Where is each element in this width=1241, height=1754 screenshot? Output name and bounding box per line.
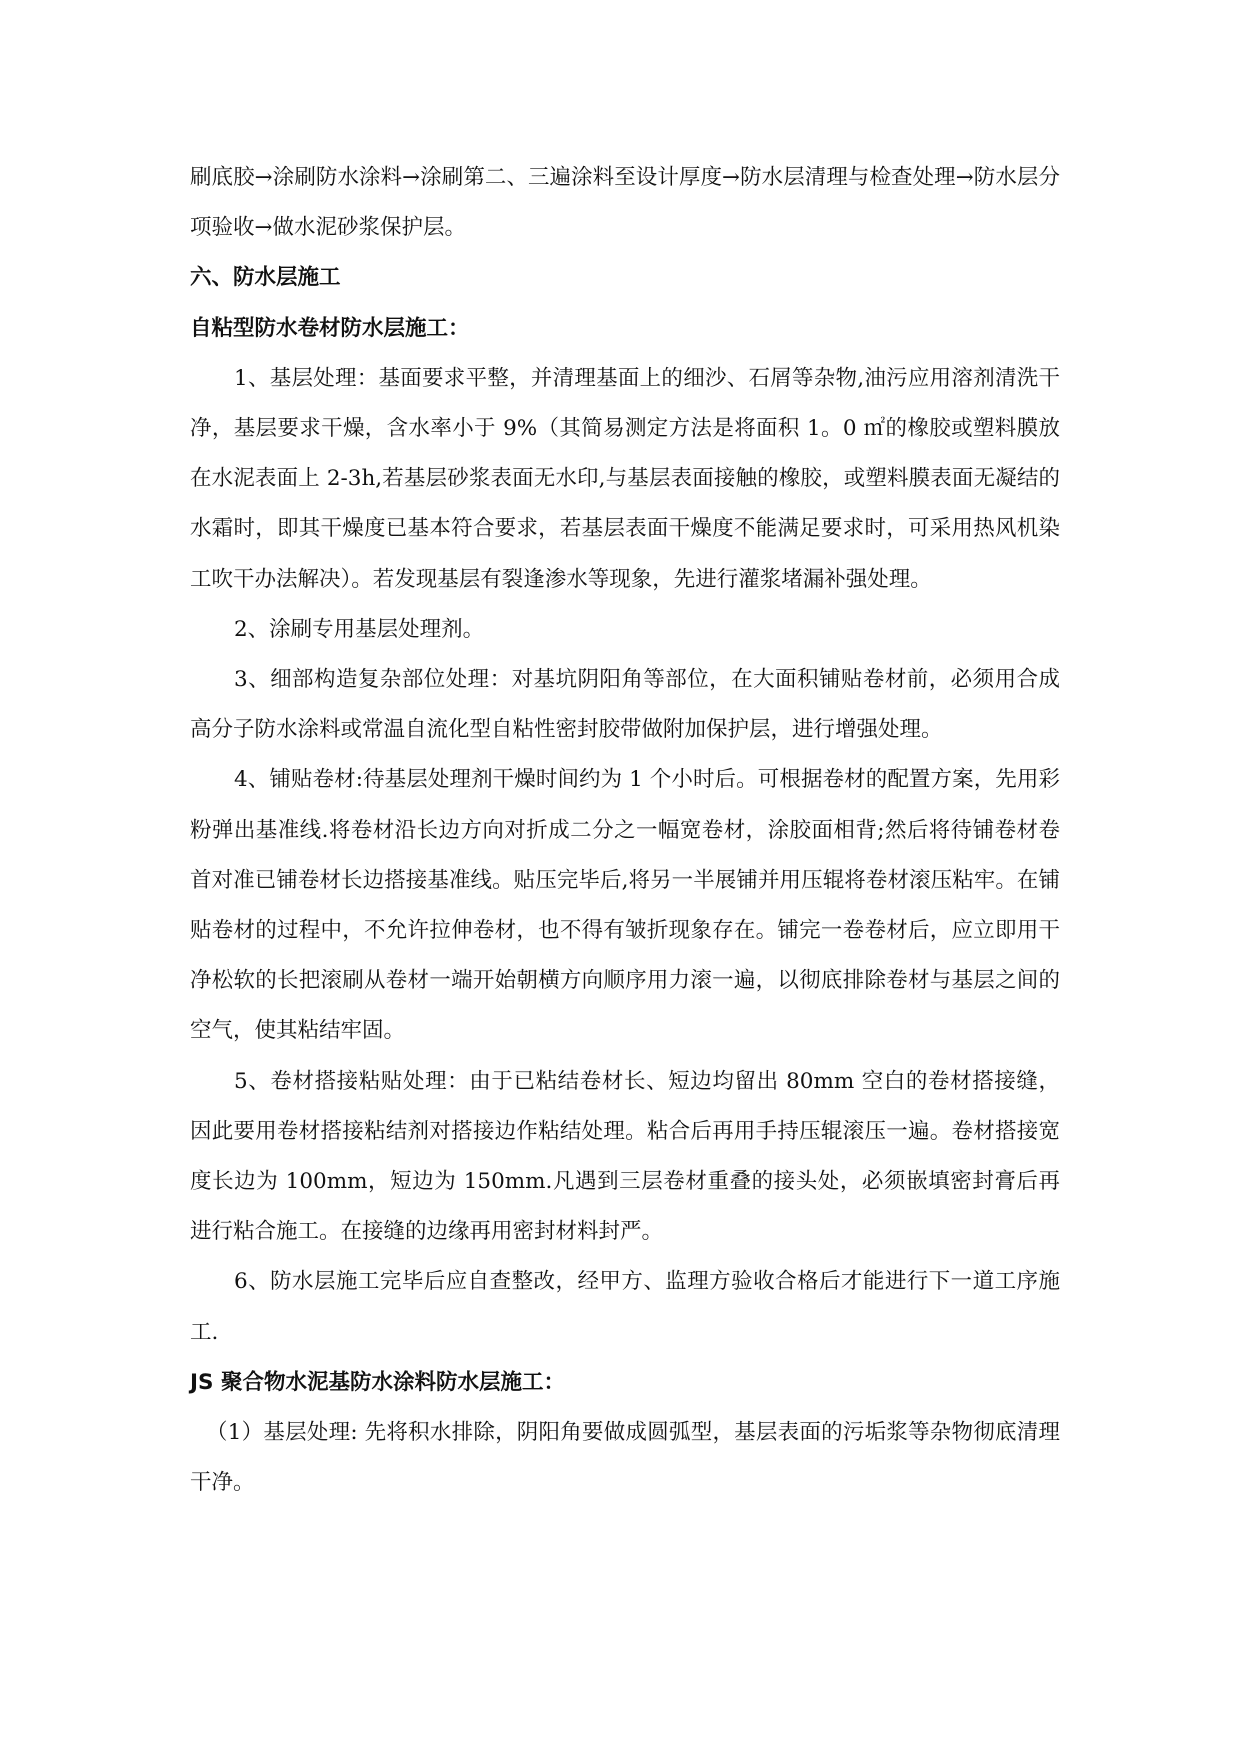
js-step-1-paragraph: （1）基层处理: 先将积水排除，阴阳角要做成圆弧型，基层表面的污垢浆等杂物彻底清理干净。: [190, 1420, 1060, 1496]
section-heading: 六、防水层施工: [190, 265, 341, 291]
step-6-paragraph: 6、防水层施工完毕后应自查整改，经甲方、监理方验收合格后才能进行下一道工序施工.: [190, 1269, 1060, 1345]
subsection-heading-js: JS 聚合物水泥基防水涂料防水层施工：: [190, 1369, 565, 1395]
step-2-paragraph: 2、涂刷专用基层处理剂。: [234, 616, 485, 642]
step-4-paragraph: 4、铺贴卷材:待基层处理剂干燥时间约为 1 个小时后。可根据卷材的配置方案，先用彩粉弹出基准线.将卷材沿长边方向对折成二分之一幅宽卷材，涂胶面相背;然后将待铺卷材卷首对准已铺卷材长边搭接基准线。贴压完毕后,将另一半展铺并用压辊将卷材滚压粘牢。在铺贴卷材的过程中，不允许拉伸卷材，也不得有皱折现象存在。铺完一卷卷材后，应立即用干净松软的长把滚刷从卷材一端开始朝横方向顺序用力滚一遍，以彻底排除卷材与基层之间的空气，使其粘结牢固。: [190, 767, 1060, 1044]
process-flow-paragraph: 刷底胶→涂刷防水涂料→涂刷第二、三遍涂料至设计厚度→防水层清理与检查处理→防水层分项验收→做水泥砂浆保护层。: [190, 165, 1060, 241]
subsection-heading: 自粘型防水卷材防水层施工：: [190, 315, 470, 341]
step-5-paragraph: 5、卷材搭接粘贴处理：由于已粘结卷材长、短边均留出 80mm 空白的卷材搭接缝，因此要用卷材搭接粘结剂对搭接边作粘结处理。粘合后再用手持压辊滚压一遍。卷材搭接宽度长边为 100mm，短边为 150mm.凡遇到三层卷材重叠的接头处，必须嵌填密封膏后再进行粘合施工。在接缝的边缘再用密封材料封严。: [190, 1068, 1060, 1245]
document-body: [190, 153, 1060, 1508]
step-3-paragraph: 3、细部构造复杂部位处理：对基坑阴阳角等部位，在大面积铺贴卷材前，必须用合成高分子防水涂料或常温自流化型自粘性密封胶带做附加保护层，进行增强处理。: [190, 667, 1060, 743]
step-1-paragraph: 1、基层处理：基面要求平整，并清理基面上的细沙、石屑等杂物,油污应用溶剂清洗干净，基层要求干燥，含水率小于 9%（其简易测定方法是将面积 1。0 ㎡的橡胶或塑料膜放在水泥表面上 2-3h,若基层砂浆表面无水印,与基层表面接触的橡胶，或塑料膜表面无凝结的水霜时，即其干燥度已基本符合要求，若基层表面干燥度不能满足要求时，可采用热风机染工吹干办法解决）。若发现基层有裂逢渗水等现象，先进行灌浆堵漏补强处理。: [190, 365, 1060, 592]
